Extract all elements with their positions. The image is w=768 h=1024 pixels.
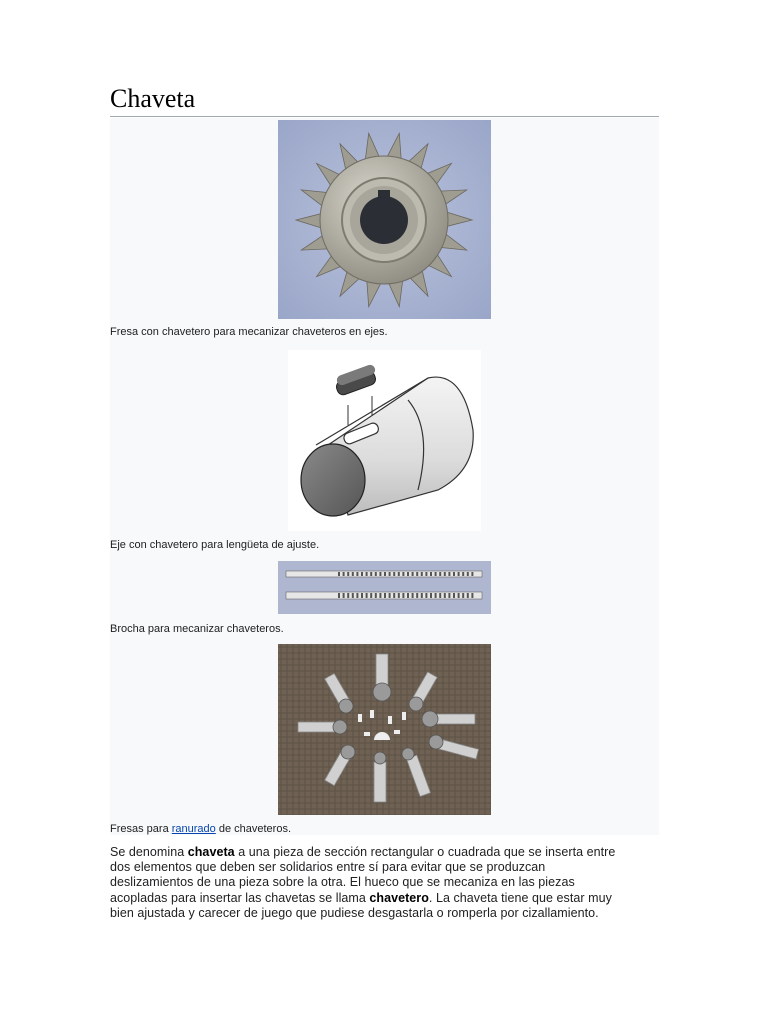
- title-divider: [110, 116, 659, 117]
- brocha-image: [278, 561, 491, 614]
- eje-caption: Eje con chavetero para lengüeta de ajuste.: [110, 539, 320, 551]
- page-title: Chaveta: [110, 84, 196, 113]
- fresa-caption: Fresa con chavetero para mecanizar chaveteros en ejes.: [110, 326, 388, 338]
- fresa-image: [278, 120, 491, 319]
- eje-image: [288, 350, 481, 531]
- paragraph-line-4: acopladas para insertar las chavetas se llama chavetero. La chaveta tiene que estar muy: [110, 890, 612, 905]
- brocha-caption: Brocha para mecanizar chaveteros.: [110, 623, 284, 635]
- fresas-caption: Fresas para ranurado de chaveteros.: [110, 823, 292, 835]
- paragraph-line-1: Se denomina chaveta a una pieza de sección rectangular o cuadrada que se inserta entre: [110, 845, 616, 859]
- ranurado-link[interactable]: ranurado: [171, 823, 216, 835]
- paragraph-line-3: deslizamientos de una pieza sobre la otra. El hueco que se mecaniza en las piezas: [110, 875, 575, 890]
- paragraph-line-5: bien ajustada y carecer de juego que pudiese desgastarla o romperla por cizallamiento.: [110, 905, 599, 920]
- fresas-image: [278, 644, 491, 815]
- paragraph-line-2: dos elementos que deben ser solidarios entre sí para evitar que se produzcan: [110, 860, 546, 875]
- article-paragraph: [110, 845, 662, 921]
